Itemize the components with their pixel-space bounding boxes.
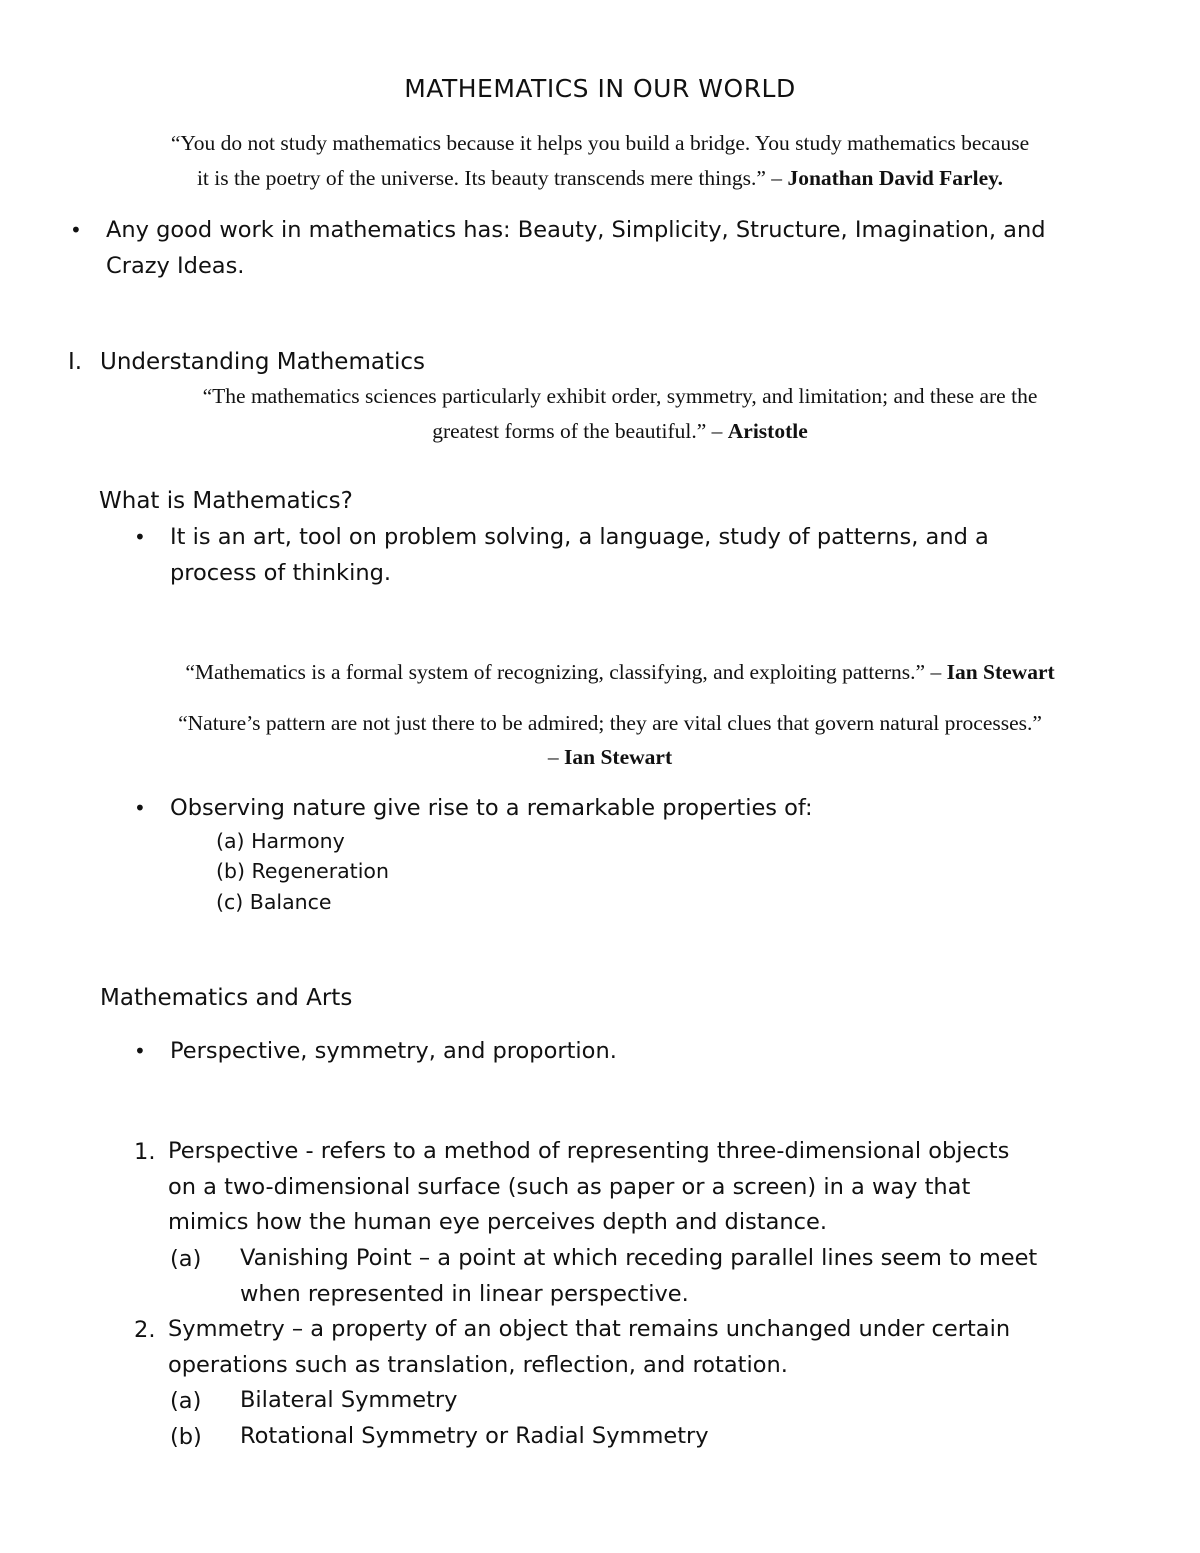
bullet-good-work-line1: Any good work in mathematics has: Beauty, Simplicity, Structure, Imagination, and bbox=[106, 217, 1046, 243]
quote-farley bbox=[40, 126, 1160, 196]
quote-farley-line2 bbox=[40, 161, 1160, 196]
bullet-good-work bbox=[106, 212, 1166, 284]
bullet-dot: • bbox=[134, 1039, 146, 1063]
property-regeneration: (b) Regeneration bbox=[216, 859, 389, 883]
quote-aristotle-line1: “The mathematics sciences particularly exhibit order, symmetry, and limitation; and these are the bbox=[202, 384, 1038, 408]
list-item-1-number: 1. bbox=[134, 1139, 156, 1165]
quote-stewart-1 bbox=[40, 655, 1200, 690]
what-is-heading: What is Mathematics? bbox=[99, 488, 353, 514]
list-item-1-sub-a-line2: when represented in linear perspective. bbox=[240, 1280, 689, 1307]
quote-stewart-2 bbox=[20, 706, 1200, 774]
quote-farley-author: Jonathan David Farley. bbox=[787, 166, 1004, 190]
list-item-1-sub-a bbox=[240, 1241, 1180, 1312]
list-item-2-sub-b: Rotational Symmetry or Radial Symmetry bbox=[240, 1423, 709, 1449]
bullet-good-work-line2: Crazy Ideas. bbox=[106, 253, 245, 279]
list-item-2-sub-a: Bilateral Symmetry bbox=[240, 1387, 458, 1413]
quote-stewart-2-dash: – bbox=[547, 745, 565, 769]
property-harmony: (a) Harmony bbox=[216, 829, 345, 853]
arts-heading: Mathematics and Arts bbox=[100, 985, 353, 1011]
list-item-2-line1: Symmetry – a property of an object that remains unchanged under certain bbox=[168, 1316, 1011, 1342]
quote-stewart-2-author: Ian Stewart bbox=[564, 745, 673, 769]
arts-bullet: Perspective, symmetry, and proportion. bbox=[170, 1038, 617, 1064]
list-item-1-line3: mimics how the human eye perceives depth and distance. bbox=[168, 1209, 828, 1235]
section-numeral: I. bbox=[68, 349, 83, 375]
list-item-1-sub-a-line1: Vanishing Point – a point at which receding parallel lines seem to meet bbox=[240, 1245, 1038, 1271]
section-heading: Understanding Mathematics bbox=[100, 349, 425, 375]
bullet-dot: • bbox=[134, 796, 146, 820]
quote-stewart-1-author: Ian Stewart bbox=[946, 660, 1055, 684]
property-balance: (c) Balance bbox=[216, 890, 332, 914]
list-item-1-line2: on a two-dimensional surface (such as paper or a screen) in a way that bbox=[168, 1173, 971, 1200]
quote-aristotle-author: Aristotle bbox=[727, 419, 808, 443]
quote-farley-text: it is the poetry of the universe. Its beauty transcends mere things.” – bbox=[196, 166, 788, 190]
list-item-2-line2: operations such as translation, reflection, and rotation. bbox=[168, 1351, 788, 1378]
quote-farley-line1: “You do not study mathematics because it helps you build a bridge. You study mathematics because bbox=[170, 131, 1030, 155]
what-is-line2: process of thinking. bbox=[170, 560, 392, 586]
quote-stewart-1-text: “Mathematics is a formal system of recognizing, classifying, and exploiting patterns.” – bbox=[185, 660, 947, 684]
list-item-2-sub-a-label: (a) bbox=[170, 1388, 202, 1414]
quote-aristotle bbox=[60, 379, 1180, 449]
what-is-bullet bbox=[170, 519, 1170, 591]
bullet-dot: • bbox=[70, 218, 82, 242]
list-item-1-sub-a-label: (a) bbox=[170, 1246, 202, 1272]
page-title: MATHEMATICS IN OUR WORLD bbox=[404, 74, 796, 103]
what-is-line1: It is an art, tool on problem solving, a language, study of patterns, and a bbox=[170, 524, 989, 550]
quote-stewart-2-line2 bbox=[20, 740, 1200, 774]
list-item-2 bbox=[168, 1312, 1178, 1383]
list-item-2-number: 2. bbox=[134, 1317, 156, 1343]
observing-bullet: Observing nature give rise to a remarkable properties of: bbox=[170, 795, 813, 821]
quote-aristotle-text: greatest forms of the beautiful.” – bbox=[432, 419, 728, 443]
bullet-dot: • bbox=[134, 525, 146, 549]
list-item-2-sub-b-label: (b) bbox=[170, 1424, 202, 1450]
quote-aristotle-line2 bbox=[60, 414, 1180, 449]
quote-stewart-2-line1: “Nature’s pattern are not just there to be admired; they are vital clues that govern natural processes.” bbox=[178, 711, 1042, 735]
list-item-1 bbox=[168, 1134, 1178, 1241]
list-item-1-line1: Perspective - refers to a method of representing three-dimensional objects bbox=[168, 1138, 1010, 1164]
